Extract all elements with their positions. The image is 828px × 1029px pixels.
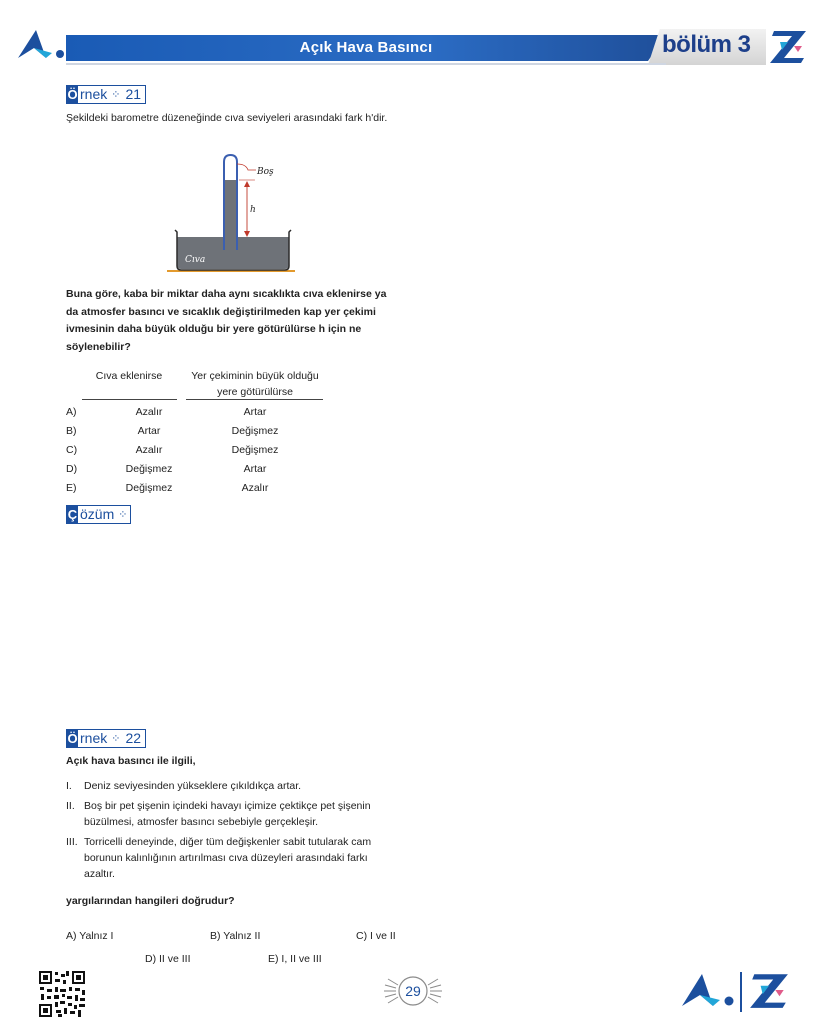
- cell-mercury: Azalır: [135, 444, 163, 456]
- statement-number: I.: [66, 780, 72, 792]
- answer-table: [66, 403, 366, 498]
- label-initial: Ö: [67, 731, 78, 746]
- option-e[interactable]: E) I, II ve III: [268, 953, 322, 965]
- cell-mercury: Azalır: [135, 406, 163, 418]
- example-21-intro: Şekildeki barometre düzeneğinde cıva seviyeleri arasındaki fark h'dir.: [66, 112, 388, 124]
- statement-item: [66, 798, 398, 830]
- example-22-stem: Açık hava basıncı ile ilgili,: [66, 755, 196, 767]
- barometer-figure: [160, 150, 305, 276]
- statement-item: [66, 778, 398, 794]
- label-initial: Ç: [67, 507, 78, 522]
- column-2-header: Yer çekiminin büyük olduğu yere götürülürse: [191, 370, 319, 398]
- cell-gravity: Artar: [243, 463, 267, 475]
- option-letter: C): [66, 444, 78, 456]
- table-row[interactable]: [66, 441, 366, 460]
- solution-label: [66, 505, 131, 524]
- cell-mercury: Değişmez: [125, 482, 173, 494]
- footer-divider: [740, 972, 742, 1012]
- option-letter: E): [66, 482, 77, 494]
- page-title: Açık Hava Basıncı: [299, 39, 433, 56]
- dots-icon: ⁘: [118, 509, 128, 521]
- statement-text: Boş bir pet şişenin içindeki havayı içimize çektikçe pet şişenin büzülmesi, atmosfer basıncı sebebiyle gerçekleşir.: [84, 800, 371, 828]
- statement-item: [66, 834, 398, 882]
- option-letter: A): [66, 406, 77, 418]
- column-1-rule: [82, 399, 177, 400]
- table-row[interactable]: [66, 460, 366, 479]
- statement-text: Torricelli deneyinde, diğer tüm değişkenler sabit tutularak cam borunun kalınlığının artırılması cıva düzeyleri arasındaki farkı azaltır.: [84, 836, 372, 880]
- publisher-logo-footer: [680, 970, 736, 1010]
- option-d[interactable]: D) II ve III: [145, 953, 191, 965]
- label-h: h: [250, 205, 256, 215]
- example-number: 22: [125, 730, 142, 746]
- cell-mercury: Değişmez: [125, 463, 173, 475]
- label-text: rnek: [80, 86, 108, 102]
- label-text: rnek: [80, 730, 108, 746]
- option-b[interactable]: B) Yalnız II: [210, 930, 261, 942]
- column-2-rule: [186, 399, 323, 400]
- z-logo-footer: [748, 970, 790, 1010]
- header-rule: [66, 63, 666, 65]
- cell-gravity: Artar: [243, 406, 267, 418]
- table-row[interactable]: [66, 479, 366, 498]
- dots-icon: ⁘: [111, 733, 121, 745]
- table-row[interactable]: [66, 403, 366, 422]
- statement-text: Deniz seviyesinden yükseklere çıkıldıkça artar.: [84, 780, 302, 792]
- z-logo: [768, 28, 808, 64]
- label-text: özüm: [80, 506, 115, 522]
- statement-number: II.: [66, 800, 75, 812]
- example-21-question: Buna göre, kaba bir miktar daha aynı sıcaklıkta cıva eklenirse ya da atmosfer basıncı ve sıcaklık değiştirilmeden kap yer çekimi ivmesinin daha büyük olduğu bir yere götürülürse h için ne söylenebilir?: [66, 288, 387, 353]
- column-1-header: Cıva eklenirse: [95, 370, 163, 382]
- dots-icon: ⁘: [111, 89, 121, 101]
- example-number: 21: [125, 86, 142, 102]
- statement-list: [66, 778, 398, 882]
- cell-gravity: Azalır: [241, 482, 269, 494]
- option-a[interactable]: A) Yalnız I: [66, 930, 114, 942]
- label-empty: Boş: [257, 167, 274, 177]
- label-mercury: Cıva: [185, 255, 206, 265]
- cell-mercury: Artar: [137, 425, 161, 437]
- table-row[interactable]: [66, 422, 366, 441]
- option-c[interactable]: C) I ve II: [356, 930, 396, 942]
- cell-gravity: Değişmez: [231, 425, 279, 437]
- example-22-ask: yargılarından hangileri doğrudur?: [66, 895, 235, 907]
- statement-number: III.: [66, 836, 78, 848]
- publisher-logo: [16, 26, 66, 62]
- option-letter: B): [66, 425, 77, 437]
- example-22-label: [66, 729, 146, 748]
- section-label: bölüm 3: [662, 31, 751, 58]
- example-21-label: [66, 85, 146, 104]
- label-initial: Ö: [67, 87, 78, 102]
- page-number: 29: [405, 983, 421, 999]
- option-letter: D): [66, 463, 78, 475]
- qr-code-icon[interactable]: [38, 970, 86, 1018]
- cell-gravity: Değişmez: [231, 444, 279, 456]
